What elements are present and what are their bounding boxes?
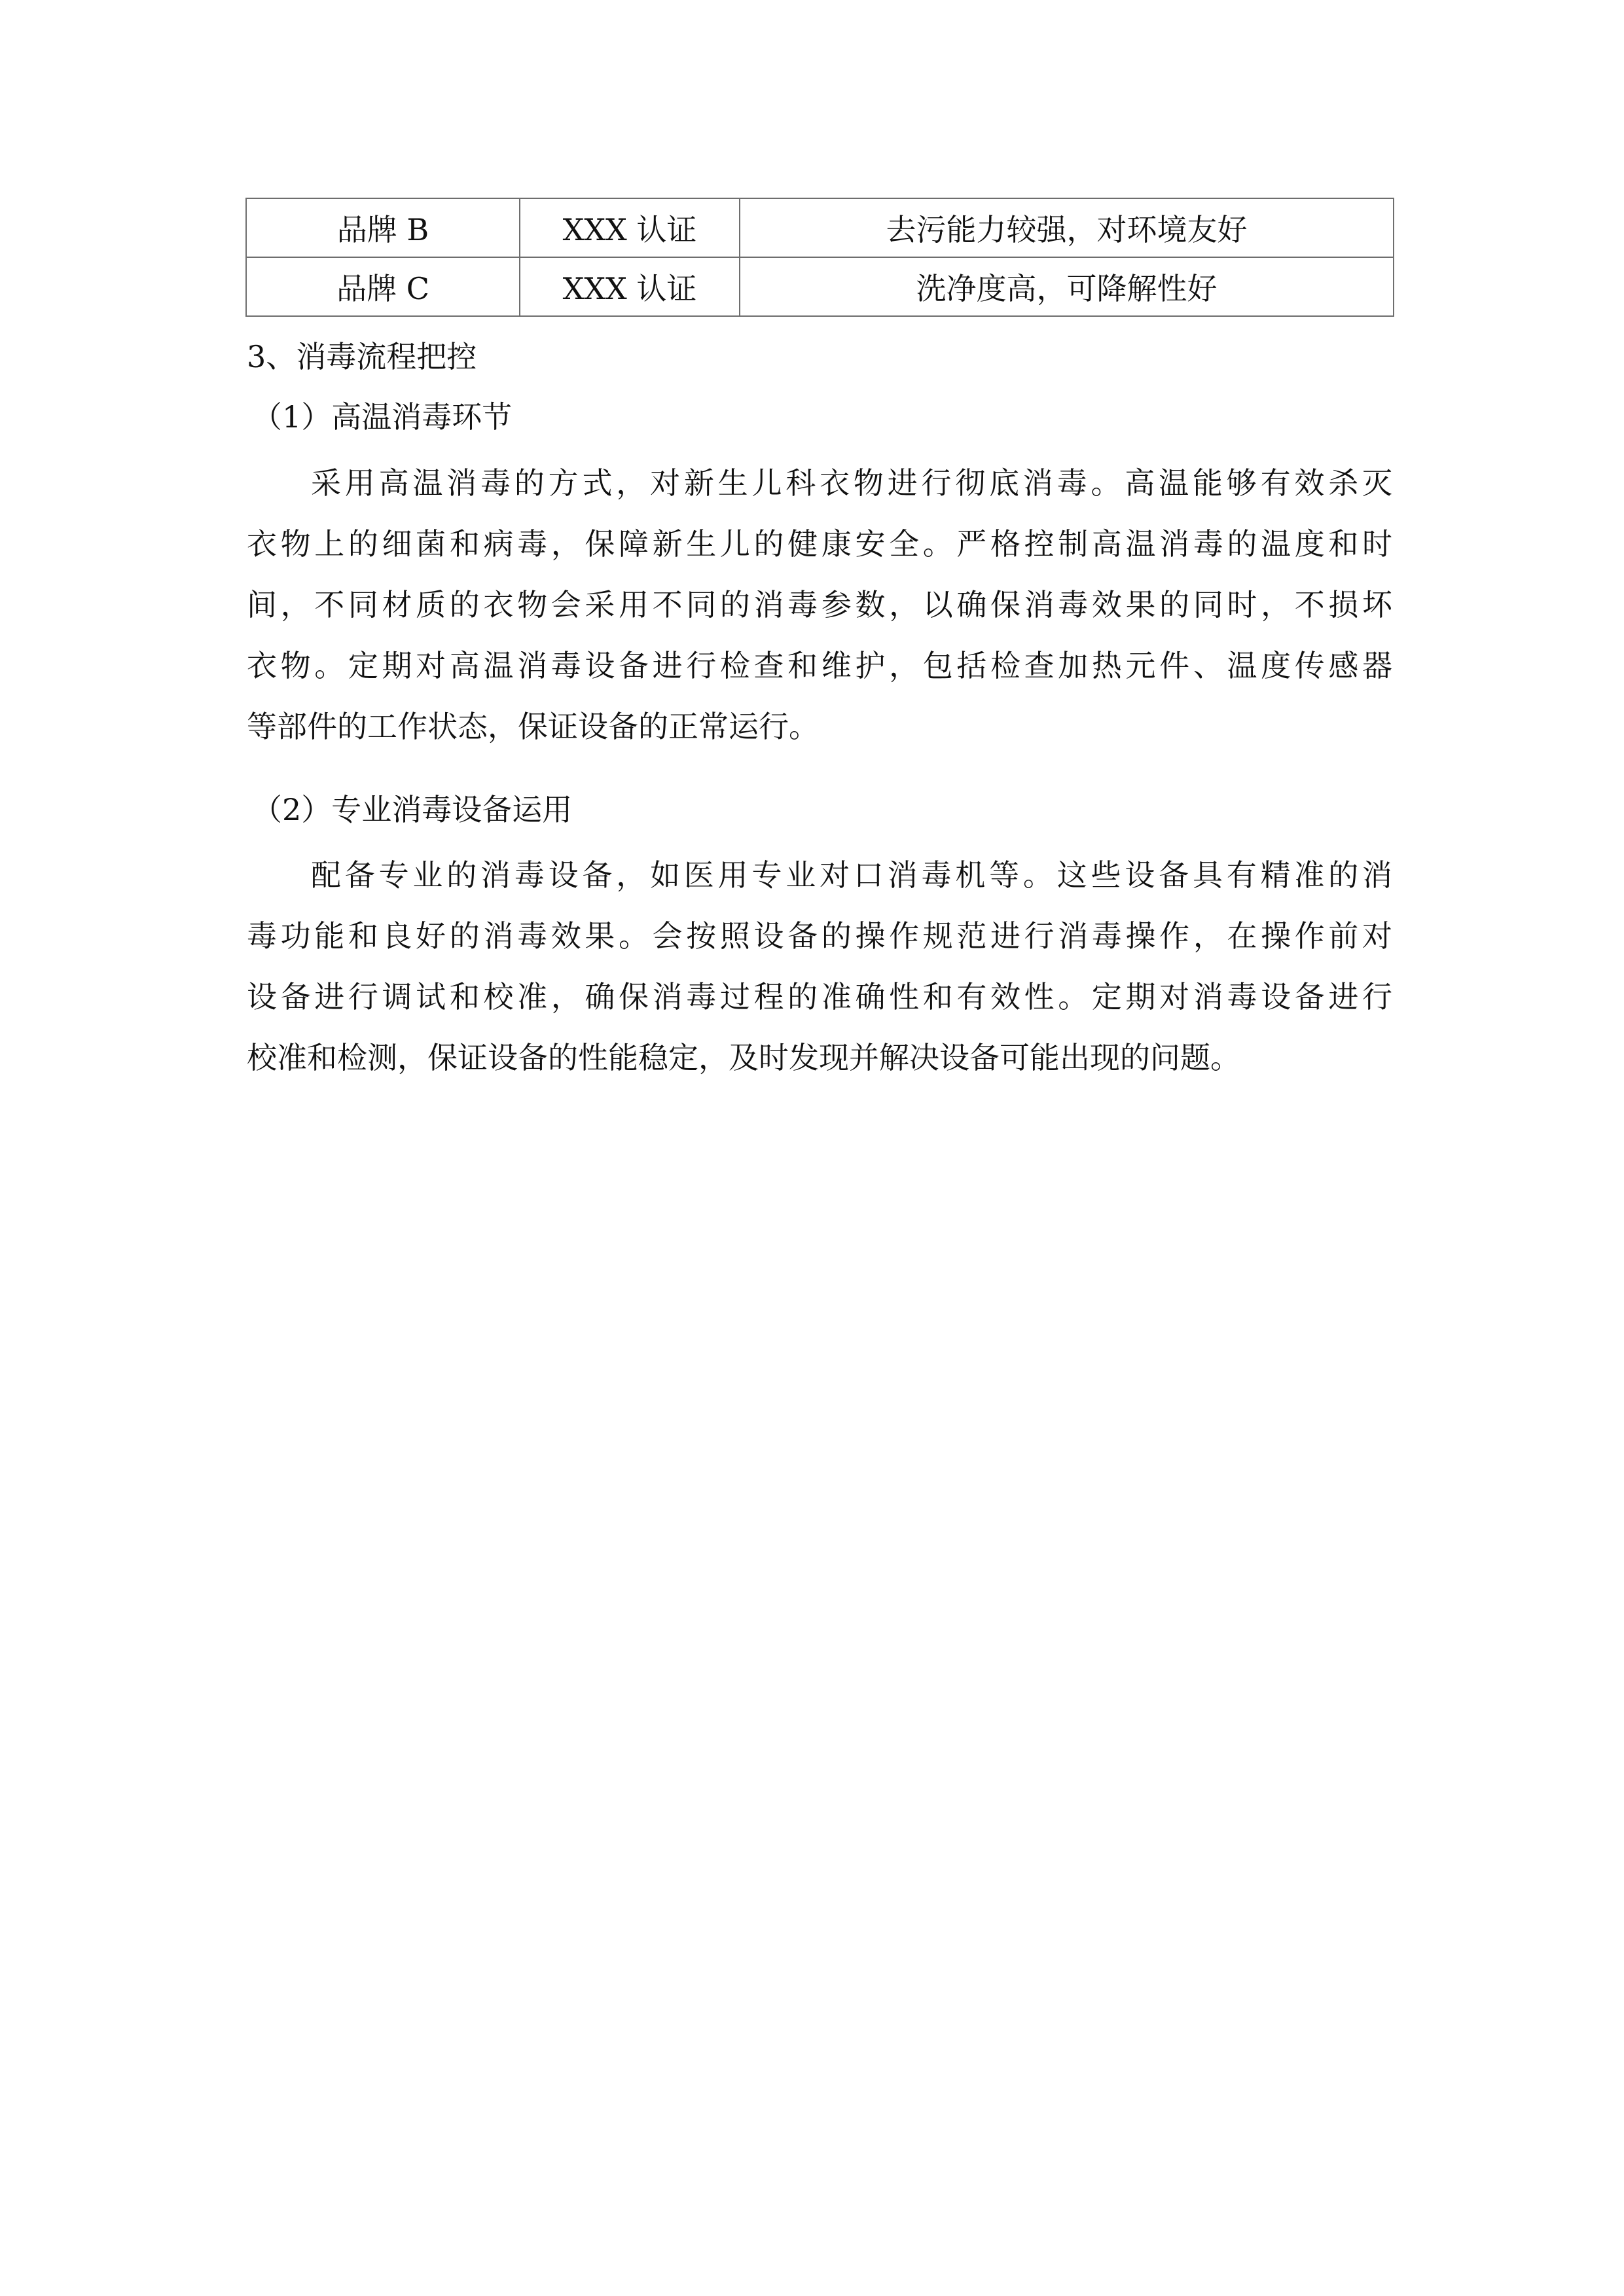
brand-cell: 品牌 C: [246, 257, 520, 316]
paragraph-line: 衣物上的细菌和病毒，保障新生儿的健康安全。严格控制高温消毒的温度和时: [247, 526, 1392, 562]
brand-comparison-table: [245, 198, 1394, 317]
section-heading: 3、消毒流程把控: [247, 339, 477, 374]
paragraph-line: 毒功能和良好的消毒效果。会按照设备的操作规范进行消毒操作，在操作前对: [247, 918, 1392, 954]
table-row: [246, 198, 1394, 257]
paragraph-line: 间，不同材质的衣物会采用不同的消毒参数，以确保消毒效果的同时，不损坏: [247, 587, 1392, 622]
feature-cell: 去污能力较强，对环境友好: [740, 198, 1394, 257]
paragraph-line: 采用高温消毒的方式，对新生儿科衣物进行彻底消毒。高温能够有效杀灭: [311, 465, 1392, 501]
paragraph-line: 设备进行调试和校准，确保消毒过程的准确性和有效性。定期对消毒设备进行: [247, 979, 1392, 1014]
certification-cell: XXX 认证: [520, 257, 740, 316]
paragraph-line: 衣物。定期对高温消毒设备进行检查和维护，包括检查加热元件、温度传感器: [247, 648, 1392, 683]
feature-cell: 洗净度高，可降解性好: [740, 257, 1394, 316]
paragraph-high-temperature: [247, 453, 1392, 757]
brand-cell: 品牌 B: [246, 198, 520, 257]
paragraph-equipment: [247, 845, 1392, 1088]
paragraph-line: 配备专业的消毒设备，如医用专业对口消毒机等。这些设备具有精准的消: [311, 857, 1392, 893]
table-row: [246, 257, 1394, 316]
paragraph-line: 校准和检测，保证设备的性能稳定，及时发现并解决设备可能出现的问题。: [247, 1040, 1240, 1075]
paragraph-line: 等部件的工作状态，保证设备的正常运行。: [247, 709, 819, 744]
certification-cell: XXX 认证: [520, 198, 740, 257]
subsection-heading-equipment: （2）专业消毒设备运用: [252, 792, 573, 827]
subsection-heading-high-temperature: （1）高温消毒环节: [252, 399, 513, 435]
